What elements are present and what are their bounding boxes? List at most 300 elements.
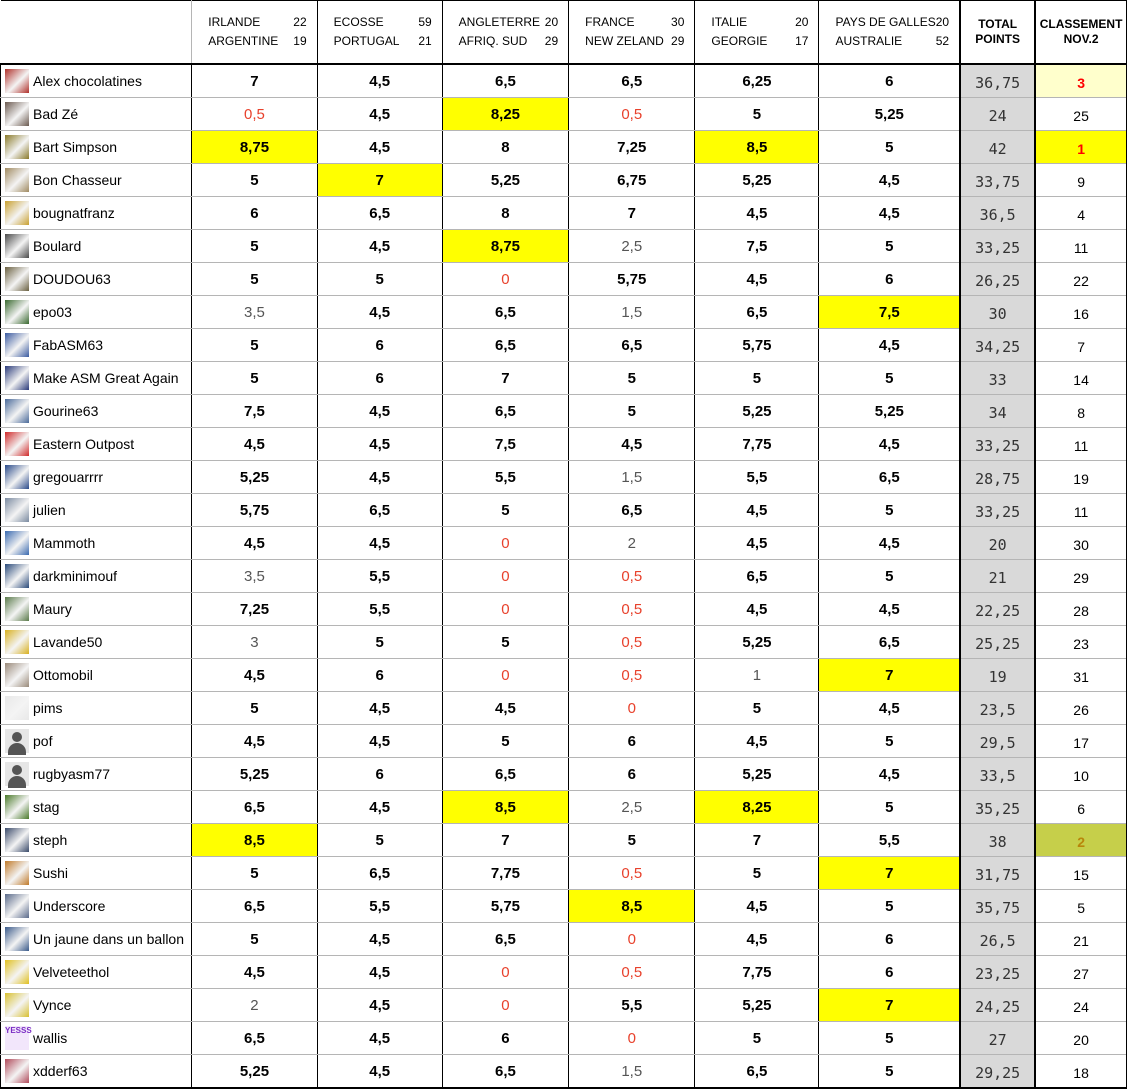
score-cell: 5 — [442, 494, 568, 527]
table-row — [1, 560, 1127, 593]
score-cell: 7,25 — [569, 131, 695, 164]
table-row — [1, 626, 1127, 659]
table-row — [1, 395, 1127, 428]
score-cell: 1 — [695, 659, 819, 692]
score-cell: 4,5 — [317, 296, 442, 329]
avatar — [5, 1059, 29, 1083]
score-cell: 5 — [569, 824, 695, 857]
match-away-team: ARGENTINE — [208, 34, 279, 48]
table-row — [1, 824, 1127, 857]
score-cell: 5,25 — [695, 758, 819, 791]
total-points-header — [960, 1, 1035, 65]
player-name: stag — [33, 799, 60, 815]
match-home-team: IRLANDE — [208, 15, 261, 29]
ranking-cell: 26 — [1035, 692, 1126, 725]
player-cell — [1, 1022, 192, 1055]
avatar — [5, 333, 29, 357]
score-cell: 5 — [819, 494, 960, 527]
score-cell: 6,5 — [192, 890, 317, 923]
table-row — [1, 659, 1127, 692]
ranking-cell: 28 — [1035, 593, 1126, 626]
score-cell: 5,25 — [695, 989, 819, 1022]
score-cell: 6 — [317, 362, 442, 395]
match-home-team: PAYS DE GALLES — [835, 15, 936, 29]
player-cell — [1, 296, 192, 329]
score-cell: 6,25 — [695, 64, 819, 98]
score-cell: 4,5 — [317, 230, 442, 263]
player-cell — [1, 791, 192, 824]
table-row — [1, 725, 1127, 758]
score-cell: 6,5 — [819, 461, 960, 494]
score-cell: 5,5 — [317, 593, 442, 626]
total-points-cell: 28,75 — [960, 461, 1035, 494]
ranking-cell: 15 — [1035, 857, 1126, 890]
table-row — [1, 230, 1127, 263]
player-cell — [1, 197, 192, 230]
score-cell: 6 — [317, 659, 442, 692]
player-name: DOUDOU63 — [33, 271, 111, 287]
avatar — [5, 696, 29, 720]
ranking-cell: 1 — [1035, 131, 1126, 164]
player-name: steph — [33, 832, 68, 848]
score-cell: 7 — [442, 362, 568, 395]
score-cell: 5,25 — [192, 461, 317, 494]
avatar — [5, 399, 29, 423]
player-cell — [1, 362, 192, 395]
score-cell: 8,25 — [442, 98, 568, 131]
score-cell: 6,5 — [695, 296, 819, 329]
player-name: Underscore — [33, 898, 106, 914]
score-cell: 8,5 — [569, 890, 695, 923]
score-cell: 0 — [569, 1022, 695, 1055]
player-name: Alex chocolatines — [33, 73, 142, 89]
ranking-header — [1035, 1, 1126, 65]
match-header-1 — [192, 1, 317, 65]
player-cell — [1, 230, 192, 263]
total-points-cell: 20 — [960, 527, 1035, 560]
ranking-cell: 19 — [1035, 461, 1126, 494]
player-name: Eastern Outpost — [33, 436, 135, 452]
score-cell: 8,75 — [442, 230, 568, 263]
avatar — [5, 993, 29, 1017]
total-points-cell: 29,5 — [960, 725, 1035, 758]
player-cell — [1, 626, 192, 659]
score-cell: 7 — [819, 659, 960, 692]
table-row — [1, 64, 1127, 98]
avatar — [5, 762, 29, 786]
score-cell: 4,5 — [695, 725, 819, 758]
total-header-line2: POINTS — [975, 32, 1020, 46]
score-cell: 6,5 — [442, 395, 568, 428]
match-away-team: NEW ZELAND — [585, 34, 664, 48]
player-name: xdderf63 — [33, 1063, 88, 1079]
score-cell: 5 — [192, 329, 317, 362]
score-cell: 4,5 — [317, 791, 442, 824]
header-corner — [1, 1, 192, 65]
score-cell: 4,5 — [569, 428, 695, 461]
score-cell: 4,5 — [317, 1055, 442, 1089]
player-name: epo03 — [33, 304, 72, 320]
score-cell: 0 — [442, 263, 568, 296]
player-name: rugbyasm77 — [33, 766, 111, 782]
player-cell — [1, 164, 192, 197]
score-cell: 5 — [695, 362, 819, 395]
avatar: YESSS — [5, 1026, 29, 1050]
table-row — [1, 164, 1127, 197]
ranking-cell: 21 — [1035, 923, 1126, 956]
player-cell — [1, 428, 192, 461]
score-cell: 0,5 — [192, 98, 317, 131]
total-points-cell: 19 — [960, 659, 1035, 692]
score-cell: 5,5 — [819, 824, 960, 857]
player-cell — [1, 1055, 192, 1089]
ranking-cell: 22 — [1035, 263, 1126, 296]
player-cell — [1, 560, 192, 593]
match-home-team: ANGLETERRE — [458, 15, 541, 29]
score-cell: 4,5 — [695, 263, 819, 296]
table-row — [1, 263, 1127, 296]
avatar — [5, 630, 29, 654]
score-cell: 4,5 — [317, 64, 442, 98]
score-cell: 4,5 — [819, 692, 960, 725]
player-cell — [1, 824, 192, 857]
avatar — [5, 828, 29, 852]
score-cell: 0,5 — [569, 98, 695, 131]
table-row — [1, 362, 1127, 395]
score-cell: 4,5 — [695, 197, 819, 230]
table-row — [1, 197, 1127, 230]
score-cell: 4,5 — [442, 692, 568, 725]
score-cell: 5,25 — [819, 98, 960, 131]
score-cell: 5,25 — [442, 164, 568, 197]
player-name: wallis — [33, 1030, 68, 1046]
total-points-cell: 25,25 — [960, 626, 1035, 659]
score-cell: 7 — [442, 824, 568, 857]
player-cell — [1, 725, 192, 758]
score-cell: 0,5 — [569, 956, 695, 989]
total-points-cell: 26,5 — [960, 923, 1035, 956]
score-cell: 5 — [819, 791, 960, 824]
score-cell: 4,5 — [819, 758, 960, 791]
score-cell: 4,5 — [695, 923, 819, 956]
score-cell: 4,5 — [192, 725, 317, 758]
score-cell: 4,5 — [192, 428, 317, 461]
table-row — [1, 857, 1127, 890]
score-cell: 8,5 — [192, 824, 317, 857]
player-name: FabASM63 — [33, 337, 104, 353]
score-cell: 4,5 — [317, 527, 442, 560]
score-cell: 6,5 — [442, 923, 568, 956]
score-cell: 5 — [192, 263, 317, 296]
ranking-cell: 31 — [1035, 659, 1126, 692]
score-cell: 5,5 — [317, 560, 442, 593]
score-cell: 6 — [819, 64, 960, 98]
score-cell: 1,5 — [569, 1055, 695, 1089]
player-name: gregouarrrr — [33, 469, 104, 485]
player-name: Ottomobil — [33, 667, 93, 683]
table-row — [1, 890, 1127, 923]
total-points-cell: 26,25 — [960, 263, 1035, 296]
match-home-team: ECOSSE — [333, 15, 384, 29]
total-points-cell: 31,75 — [960, 857, 1035, 890]
avatar — [5, 861, 29, 885]
avatar — [5, 729, 29, 753]
player-cell — [1, 263, 192, 296]
table-row — [1, 329, 1127, 362]
avatar — [5, 366, 29, 390]
score-cell: 4,5 — [819, 593, 960, 626]
ranking-cell: 14 — [1035, 362, 1126, 395]
score-cell: 4,5 — [819, 197, 960, 230]
score-cell: 5,75 — [192, 494, 317, 527]
score-cell: 6,5 — [442, 296, 568, 329]
score-cell: 5 — [192, 164, 317, 197]
match-header-4 — [569, 1, 695, 65]
match-home-team: ITALIE — [711, 15, 748, 29]
player-cell — [1, 494, 192, 527]
score-cell: 5,5 — [442, 461, 568, 494]
score-cell: 0 — [442, 527, 568, 560]
score-cell: 4,5 — [317, 98, 442, 131]
total-points-cell: 27 — [960, 1022, 1035, 1055]
total-points-cell: 30 — [960, 296, 1035, 329]
score-cell: 7,5 — [442, 428, 568, 461]
score-cell: 5 — [695, 98, 819, 131]
score-cell: 7 — [569, 197, 695, 230]
score-cell: 6 — [819, 263, 960, 296]
score-cell: 5 — [442, 725, 568, 758]
ranking-cell: 2 — [1035, 824, 1126, 857]
score-cell: 5 — [819, 560, 960, 593]
avatar — [5, 564, 29, 588]
table-row — [1, 1022, 1127, 1055]
player-cell — [1, 956, 192, 989]
match-away-team: GEORGIE — [711, 34, 768, 48]
score-cell: 4,5 — [695, 890, 819, 923]
score-cell: 6,5 — [569, 329, 695, 362]
player-name: Make ASM Great Again — [33, 370, 179, 386]
score-cell: 1,5 — [569, 296, 695, 329]
avatar — [5, 597, 29, 621]
avatar — [5, 498, 29, 522]
match-home-score: 30 — [671, 15, 685, 29]
score-cell: 5,25 — [819, 395, 960, 428]
score-cell: 4,5 — [317, 923, 442, 956]
score-cell: 4,5 — [819, 428, 960, 461]
score-cell: 5 — [819, 362, 960, 395]
score-cell: 4,5 — [695, 527, 819, 560]
score-cell: 7,25 — [192, 593, 317, 626]
avatar — [5, 267, 29, 291]
score-cell: 5 — [192, 857, 317, 890]
ranking-cell: 24 — [1035, 989, 1126, 1022]
table-row — [1, 593, 1127, 626]
avatar — [5, 69, 29, 93]
match-away-score: 29 — [544, 34, 559, 48]
score-cell: 5,25 — [695, 626, 819, 659]
score-cell: 7,5 — [695, 230, 819, 263]
score-cell: 5,5 — [569, 989, 695, 1022]
avatar — [5, 663, 29, 687]
score-cell: 0,5 — [569, 560, 695, 593]
score-cell: 2,5 — [569, 230, 695, 263]
match-away-team: AFRIQ. SUD — [458, 34, 528, 48]
ranking-cell: 11 — [1035, 428, 1126, 461]
player-name: Bad Zé — [33, 106, 79, 122]
score-cell: 7,75 — [695, 428, 819, 461]
score-cell: 6,5 — [442, 329, 568, 362]
player-name: Vynce — [33, 997, 72, 1013]
score-cell: 5 — [819, 1055, 960, 1089]
avatar — [5, 300, 29, 324]
match-home-score: 20 — [935, 15, 950, 29]
ranking-cell: 20 — [1035, 1022, 1126, 1055]
score-cell: 7,75 — [442, 857, 568, 890]
score-cell: 6,5 — [317, 494, 442, 527]
score-cell: 6 — [569, 758, 695, 791]
total-points-cell: 23,5 — [960, 692, 1035, 725]
match-home-score: 20 — [544, 15, 559, 29]
ranking-cell: 27 — [1035, 956, 1126, 989]
match-header-3 — [442, 1, 568, 65]
match-header-6 — [819, 1, 960, 65]
ranking-cell: 25 — [1035, 98, 1126, 131]
table-row — [1, 428, 1127, 461]
ranking-cell: 9 — [1035, 164, 1126, 197]
match-away-score: 21 — [418, 34, 432, 48]
score-cell: 6,5 — [442, 1055, 568, 1089]
score-cell: 0,5 — [569, 626, 695, 659]
score-cell: 5,75 — [569, 263, 695, 296]
total-points-cell: 21 — [960, 560, 1035, 593]
score-cell: 6 — [317, 329, 442, 362]
score-cell: 5 — [819, 131, 960, 164]
score-cell: 6,5 — [569, 494, 695, 527]
score-cell: 6 — [442, 1022, 568, 1055]
ranking-cell: 10 — [1035, 758, 1126, 791]
total-points-cell: 36,5 — [960, 197, 1035, 230]
score-cell: 5 — [695, 857, 819, 890]
ranking-cell: 11 — [1035, 494, 1126, 527]
player-cell — [1, 989, 192, 1022]
score-cell: 8 — [442, 197, 568, 230]
score-cell: 6,5 — [569, 64, 695, 98]
score-cell: 5,25 — [192, 758, 317, 791]
player-name: julien — [33, 502, 66, 518]
score-cell: 5,25 — [695, 395, 819, 428]
total-points-cell: 38 — [960, 824, 1035, 857]
score-cell: 8,25 — [695, 791, 819, 824]
ranking-cell: 17 — [1035, 725, 1126, 758]
avatar — [5, 531, 29, 555]
player-cell — [1, 593, 192, 626]
player-cell — [1, 329, 192, 362]
table-row — [1, 956, 1127, 989]
score-cell: 6,5 — [317, 197, 442, 230]
score-cell: 5 — [442, 626, 568, 659]
score-cell: 7,5 — [192, 395, 317, 428]
avatar — [5, 795, 29, 819]
total-points-cell: 33,25 — [960, 494, 1035, 527]
player-name: Bart Simpson — [33, 139, 118, 155]
score-cell: 7 — [317, 164, 442, 197]
score-cell: 0 — [569, 692, 695, 725]
score-cell: 5 — [819, 1022, 960, 1055]
avatar — [5, 168, 29, 192]
total-points-cell: 42 — [960, 131, 1035, 164]
score-cell: 4,5 — [317, 692, 442, 725]
table-row — [1, 527, 1127, 560]
score-cell: 3,5 — [192, 296, 317, 329]
ranking-header-line2: NOV.2 — [1063, 32, 1099, 46]
match-away-score: 52 — [935, 34, 950, 48]
ranking-cell: 18 — [1035, 1055, 1126, 1089]
score-cell: 5 — [569, 362, 695, 395]
score-cell: 6 — [317, 758, 442, 791]
player-cell — [1, 659, 192, 692]
player-cell — [1, 98, 192, 131]
score-cell: 0,5 — [569, 857, 695, 890]
avatar — [5, 201, 29, 225]
ranking-cell: 16 — [1035, 296, 1126, 329]
score-cell: 5,25 — [192, 1055, 317, 1089]
score-cell: 4,5 — [192, 527, 317, 560]
player-name: Lavande50 — [33, 634, 103, 650]
match-header-2 — [317, 1, 442, 65]
ranking-cell: 6 — [1035, 791, 1126, 824]
score-cell: 7,75 — [695, 956, 819, 989]
total-points-cell: 29,25 — [960, 1055, 1035, 1089]
score-cell: 2,5 — [569, 791, 695, 824]
score-cell: 6,5 — [317, 857, 442, 890]
total-points-cell: 35,75 — [960, 890, 1035, 923]
ranking-cell: 7 — [1035, 329, 1126, 362]
score-cell: 8 — [442, 131, 568, 164]
score-cell: 0,5 — [569, 659, 695, 692]
total-points-cell: 33 — [960, 362, 1035, 395]
score-cell: 4,5 — [317, 395, 442, 428]
score-cell: 2 — [192, 989, 317, 1022]
score-cell: 0 — [569, 923, 695, 956]
score-cell: 5,25 — [695, 164, 819, 197]
table-row — [1, 98, 1127, 131]
score-cell: 5 — [819, 725, 960, 758]
match-away-team: AUSTRALIE — [835, 34, 903, 48]
score-cell: 6 — [192, 197, 317, 230]
total-points-cell: 33,75 — [960, 164, 1035, 197]
score-cell: 4,5 — [317, 428, 442, 461]
score-cell: 7,5 — [819, 296, 960, 329]
score-cell: 7 — [819, 857, 960, 890]
match-home-score: 22 — [293, 15, 307, 29]
score-cell: 4,5 — [317, 461, 442, 494]
score-cell: 5 — [819, 230, 960, 263]
avatar — [5, 894, 29, 918]
score-cell: 4,5 — [695, 494, 819, 527]
score-cell: 2 — [569, 527, 695, 560]
score-cell: 0 — [442, 956, 568, 989]
player-cell — [1, 395, 192, 428]
score-cell: 5 — [192, 692, 317, 725]
player-name: Velveteethol — [33, 964, 110, 980]
score-cell: 5,5 — [317, 890, 442, 923]
match-header-5 — [695, 1, 819, 65]
ranking-cell: 11 — [1035, 230, 1126, 263]
score-cell: 5 — [317, 824, 442, 857]
score-cell: 4,5 — [695, 593, 819, 626]
score-cell: 8,5 — [442, 791, 568, 824]
score-cell: 8,5 — [695, 131, 819, 164]
